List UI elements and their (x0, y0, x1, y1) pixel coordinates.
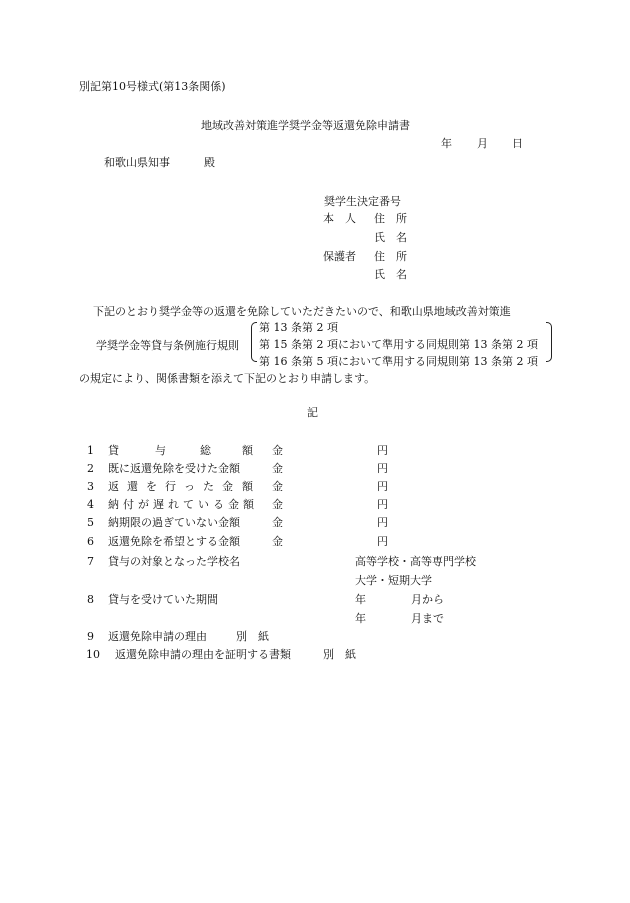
item-number: 5 (87, 516, 94, 529)
item-label-char: っ (184, 480, 195, 493)
item-label-char: 貸 (108, 444, 119, 457)
item-label-char: た (203, 480, 214, 493)
item-label-char: 額 (243, 498, 254, 511)
item-label-char: 行 (165, 480, 176, 493)
rule-name: 学奨学金等貸与条例施行規則 (96, 339, 239, 352)
left-bracket (251, 322, 257, 362)
item-kin: 金 (272, 444, 283, 457)
item-label-char: を (146, 480, 157, 493)
date-day: 日 (512, 137, 523, 150)
self-label-a: 本 (323, 212, 334, 225)
body-line-3: の規定により、関係書類を添えて下記のとおり申請します。 (79, 372, 376, 385)
item-number: 2 (87, 462, 94, 475)
item-kin: 金 (272, 480, 283, 493)
guardian-address-label-a: 住 (374, 250, 385, 263)
self-name-label-a: 氏 (374, 231, 385, 244)
item-kin: 金 (272, 462, 283, 475)
item-label: 既に返還免除を受けた金額 (108, 462, 240, 475)
item-number: 8 (87, 593, 94, 606)
guardian-name-label-a: 氏 (374, 268, 385, 281)
item-yen: 円 (377, 535, 388, 548)
item-kin: 金 (272, 498, 283, 511)
evidence-documents-label: 返還免除申請の理由を証明する書類 (115, 648, 291, 661)
self-label-b: 人 (345, 212, 356, 225)
item-label-char: 総 (200, 444, 211, 457)
option-line-1: 第 13 条第 2 項 (259, 321, 338, 334)
school-option-university: 大学・短期大学 (355, 574, 432, 587)
item-kin: 金 (272, 516, 283, 529)
period-to-year: 年 (355, 612, 366, 625)
reason-label: 返還免除申請の理由 (108, 630, 207, 643)
option-line-2: 第 15 条第 2 項において準用する同規則第 13 条第 2 項 (259, 338, 538, 351)
item-yen: 円 (377, 516, 388, 529)
self-address-label-b: 所 (396, 212, 407, 225)
item-yen: 円 (377, 498, 388, 511)
item-kin: 金 (272, 535, 283, 548)
scholarship-number-label: 奨学生決定番号 (324, 195, 401, 208)
self-name-label-b: 名 (396, 231, 407, 244)
item-label-char: 金 (222, 480, 233, 493)
item-label-char: 返 (108, 480, 119, 493)
item-label-char: 還 (127, 480, 138, 493)
self-address-label-a: 住 (374, 212, 385, 225)
item-number: 6 (87, 535, 94, 548)
period-to-month: 月まで (411, 612, 444, 625)
item-label-char: 金 (228, 498, 239, 511)
date-month: 月 (477, 137, 488, 150)
item-number: 7 (87, 555, 94, 568)
ki-heading: 記 (307, 406, 318, 419)
item-label-char: 付 (123, 498, 134, 511)
item-label: 納期限の過ぎていない金額 (108, 516, 240, 529)
item-label-char: 遅 (153, 498, 164, 511)
item-label-char: れ (168, 498, 179, 511)
item-number: 4 (87, 498, 94, 511)
date-year: 年 (441, 137, 452, 150)
item-number: 3 (87, 480, 94, 493)
item-label-char: る (213, 498, 224, 511)
period-from-month: 月から (411, 593, 444, 606)
item-yen: 円 (377, 444, 388, 457)
guardian-label: 保護者 (323, 250, 356, 263)
item-label-char: が (138, 498, 149, 511)
item-number: 10 (86, 648, 100, 661)
item-yen: 円 (377, 462, 388, 475)
guardian-address-label-b: 所 (396, 250, 407, 263)
school-option-high-school: 高等学校・高等専門学校 (355, 555, 476, 568)
guardian-name-label-b: 名 (396, 268, 407, 281)
period-from-year: 年 (355, 593, 366, 606)
form-id: 別記第10号様式(第13条関係) (79, 80, 226, 93)
document-title: 地域改善対策進学奨学金等返還免除申請書 (201, 119, 410, 132)
item-label-char: 額 (242, 480, 253, 493)
item-number: 1 (87, 444, 94, 457)
item-label-char: 額 (242, 444, 253, 457)
evidence-documents-value: 別 紙 (323, 648, 356, 661)
addressee-name: 和歌山県知事 (104, 156, 170, 169)
item-label-char: い (198, 498, 209, 511)
option-line-3: 第 16 条第 5 項において準用する同規則第 13 条第 2 項 (259, 355, 538, 368)
item-label-char: 与 (155, 444, 166, 457)
item-label-char: 納 (108, 498, 119, 511)
school-name-label: 貸与の対象となった学校名 (108, 555, 240, 568)
item-number: 9 (87, 630, 94, 643)
item-label-char: て (183, 498, 194, 511)
body-line-1: 下記のとおり奨学金等の返還を免除していただきたいので、和歌山県地域改善対策進 (93, 305, 511, 318)
addressee-honorific: 殿 (204, 156, 215, 169)
loan-period-label: 貸与を受けていた期間 (108, 593, 218, 606)
item-yen: 円 (377, 480, 388, 493)
reason-value: 別 紙 (236, 630, 269, 643)
item-label: 返還免除を希望とする金額 (108, 535, 240, 548)
right-bracket (546, 322, 552, 362)
